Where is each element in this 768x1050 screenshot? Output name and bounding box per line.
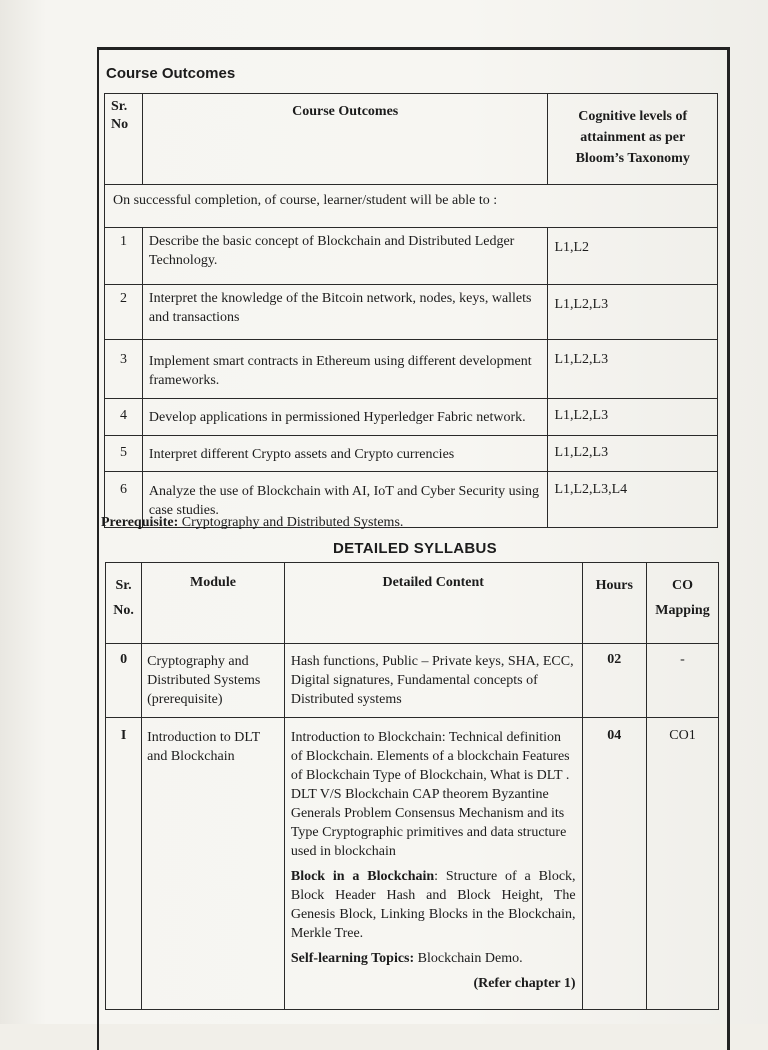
- table-row: 3 Implement smart contracts in Ethereum using different development frameworks. L1,L2,L3: [105, 340, 718, 399]
- table-header-row: [106, 563, 719, 644]
- prerequisite-line: [101, 515, 403, 531]
- prerequisite-label: Prerequisite:: [101, 515, 179, 530]
- block-label: Block in a Blockchain: [290, 869, 435, 884]
- syllabus-table: [105, 562, 719, 1010]
- intro-text: On successful completion, of course, learner/student will be able to :: [105, 185, 718, 228]
- table-header-row: [105, 94, 718, 185]
- hours-header: Hours: [582, 563, 646, 644]
- sr-no-header: Sr. No.: [106, 563, 142, 644]
- table-row: 5 Interpret different Crypto assets and Crypto currencies L1,L2,L3: [105, 436, 718, 472]
- levels-header: Cognitive levels of attainment as per Bloom’s Taxonomy: [548, 94, 718, 185]
- module-content: Introduction to Blockchain: Technical definition of Blockchain. Elements of a blockchain Features of Blockchain Type of Blockchain, What is DLT . DLT V/S Blockchain CAP theorem Byzantine Generals Problem Consensus Mechanism and its Type Cryptographic primitives and data structure used in blockchain Block in a Blockchain: Structure of a Block, Block Header Hash and Block Height, The Genesis Block, Linking Blocks in the Blockchain, Merkle Tree. Self-learning Topics: Blockchain Demo. (Refer chapter 1): [284, 718, 582, 1010]
- co-mapping-header: CO Mapping: [646, 563, 718, 644]
- intro-row: [105, 185, 718, 228]
- syllabus-title: DETAILED SYLLABUS: [333, 540, 497, 557]
- refer-chapter: (Refer chapter 1): [473, 976, 576, 991]
- sr-no-header: Sr. No: [105, 94, 143, 185]
- table-row: 2 Interpret the knowledge of the Bitcoin network, nodes, keys, wallets and transactions L1,L2,L3: [105, 285, 718, 340]
- content-header: Detailed Content: [284, 563, 582, 644]
- table-row: 4 Develop applications in permissioned Hyperledger Fabric network. L1,L2,L3: [105, 399, 718, 436]
- table-row: I Introduction to DLT and Blockchain Introduction to Blockchain: Technical definition of Blockchain. Elements of a blockchain Features of Blockchain Type of Blockchain, What is DLT . DLT V/S Blockchain CAP theorem Byzantine Generals Problem Consensus Mechanism and its Type Cryptographic primitives and data structure used in blockchain Block in a Blockchain: Structure of a Block, Block Header Hash and Block Height, The Genesis Block, Linking Blocks in the Blockchain, Merkle Tree. Self-learning Topics: Blockchain Demo. (Refer chapter 1) 04 CO1: [106, 718, 719, 1010]
- course-outcomes-title: Course Outcomes: [106, 65, 236, 82]
- table-row: 0 Cryptography and Distributed Systems (prerequisite) Hash functions, Public – Private keys, SHA, ECC, Digital signatures, Fundamental concepts of Distributed systems 02 -: [106, 644, 719, 718]
- prerequisite-text: Cryptography and Distributed Systems.: [178, 515, 404, 530]
- course-outcomes-table: [104, 93, 718, 528]
- outcome-header: Course Outcomes: [142, 94, 548, 185]
- table-row: 6 Analyze the use of Blockchain with AI, IoT and Cyber Security using case studies. L1,L2,L3,L4: [105, 472, 718, 528]
- table-row: 1 Describe the basic concept of Blockchain and Distributed Ledger Technology. L1,L2: [105, 228, 718, 285]
- module-header: Module: [142, 563, 285, 644]
- self-learning-label: Self-learning Topics:: [290, 951, 415, 966]
